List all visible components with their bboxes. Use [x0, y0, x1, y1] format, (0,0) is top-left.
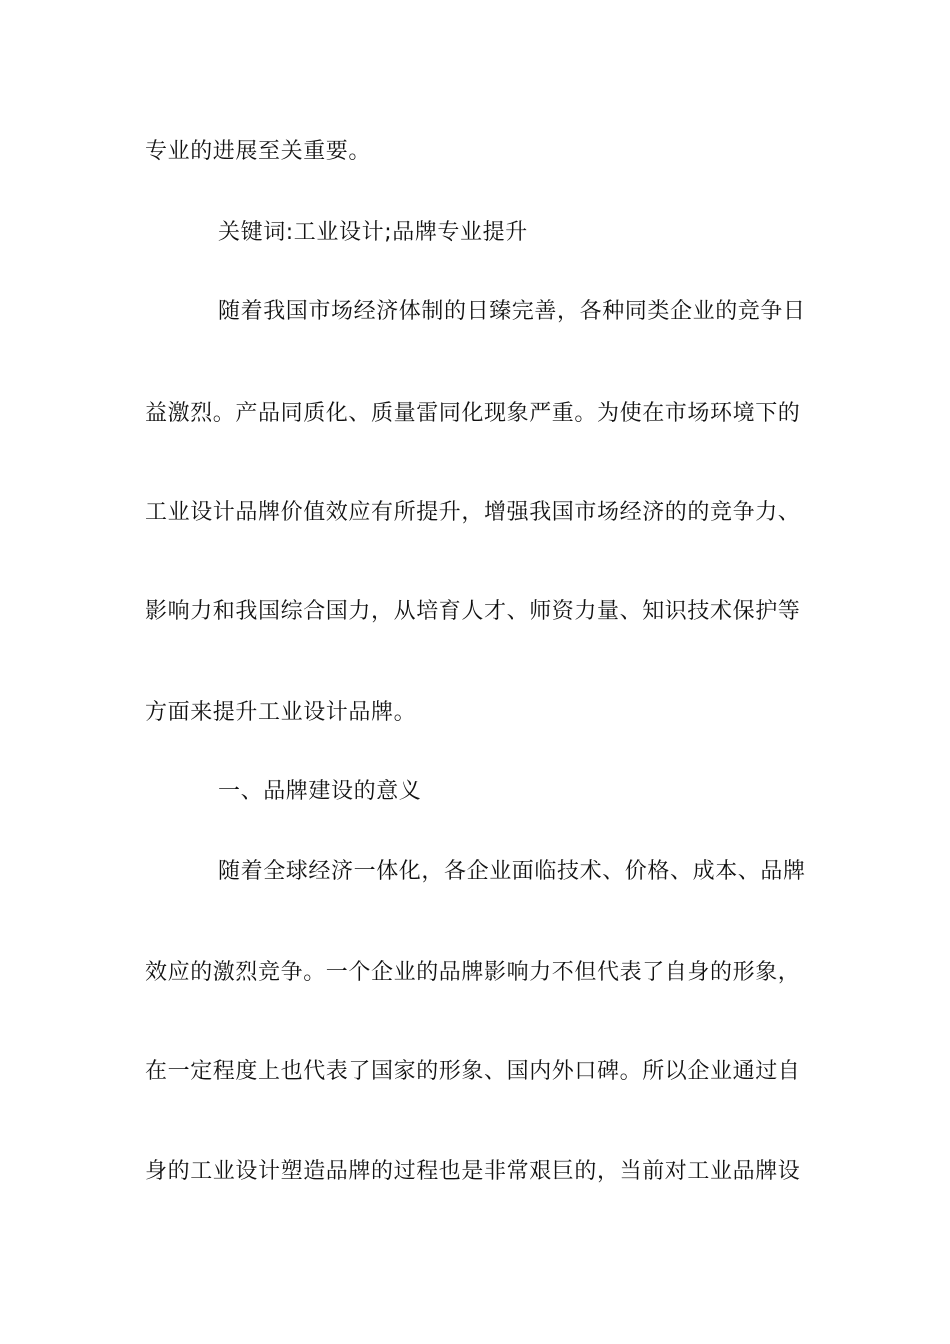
paragraph-line: 专业的进展至关重要。 — [145, 139, 372, 164]
paragraph-line: 随着全球经济一体化，各企业面临技术、价格、成本、品牌 — [218, 859, 806, 884]
paragraph-line: 在一定程度上也代表了国家的形象、国内外口碑。所以企业通过自 — [145, 1059, 801, 1084]
paragraph-line: 工业设计品牌价值效应有所提升，增强我国市场经济的的竞争力、 — [145, 500, 801, 525]
paragraph-line: 益激烈。产品同质化、质量雷同化现象严重。为使在市场环境下的 — [145, 401, 801, 426]
paragraph-line: 影响力和我国综合国力，从培育人才、师资力量、知识技术保护等 — [145, 599, 801, 624]
section-heading: 一、品牌建设的意义 — [218, 779, 422, 804]
paragraph-line: 方面来提升工业设计品牌。 — [145, 700, 417, 725]
paragraph-line: 效应的激烈竞争。一个企业的品牌影响力不但代表了自身的形象， — [145, 960, 801, 985]
paragraph-line: 身的工业设计塑造品牌的过程也是非常艰巨的，当前对工业品牌设 — [145, 1159, 801, 1184]
keywords-line: 关键词:工业设计;品牌专业提升 — [218, 220, 528, 245]
paragraph-line: 随着我国市场经济体制的日臻完善，各种同类企业的竞争日 — [218, 299, 806, 324]
